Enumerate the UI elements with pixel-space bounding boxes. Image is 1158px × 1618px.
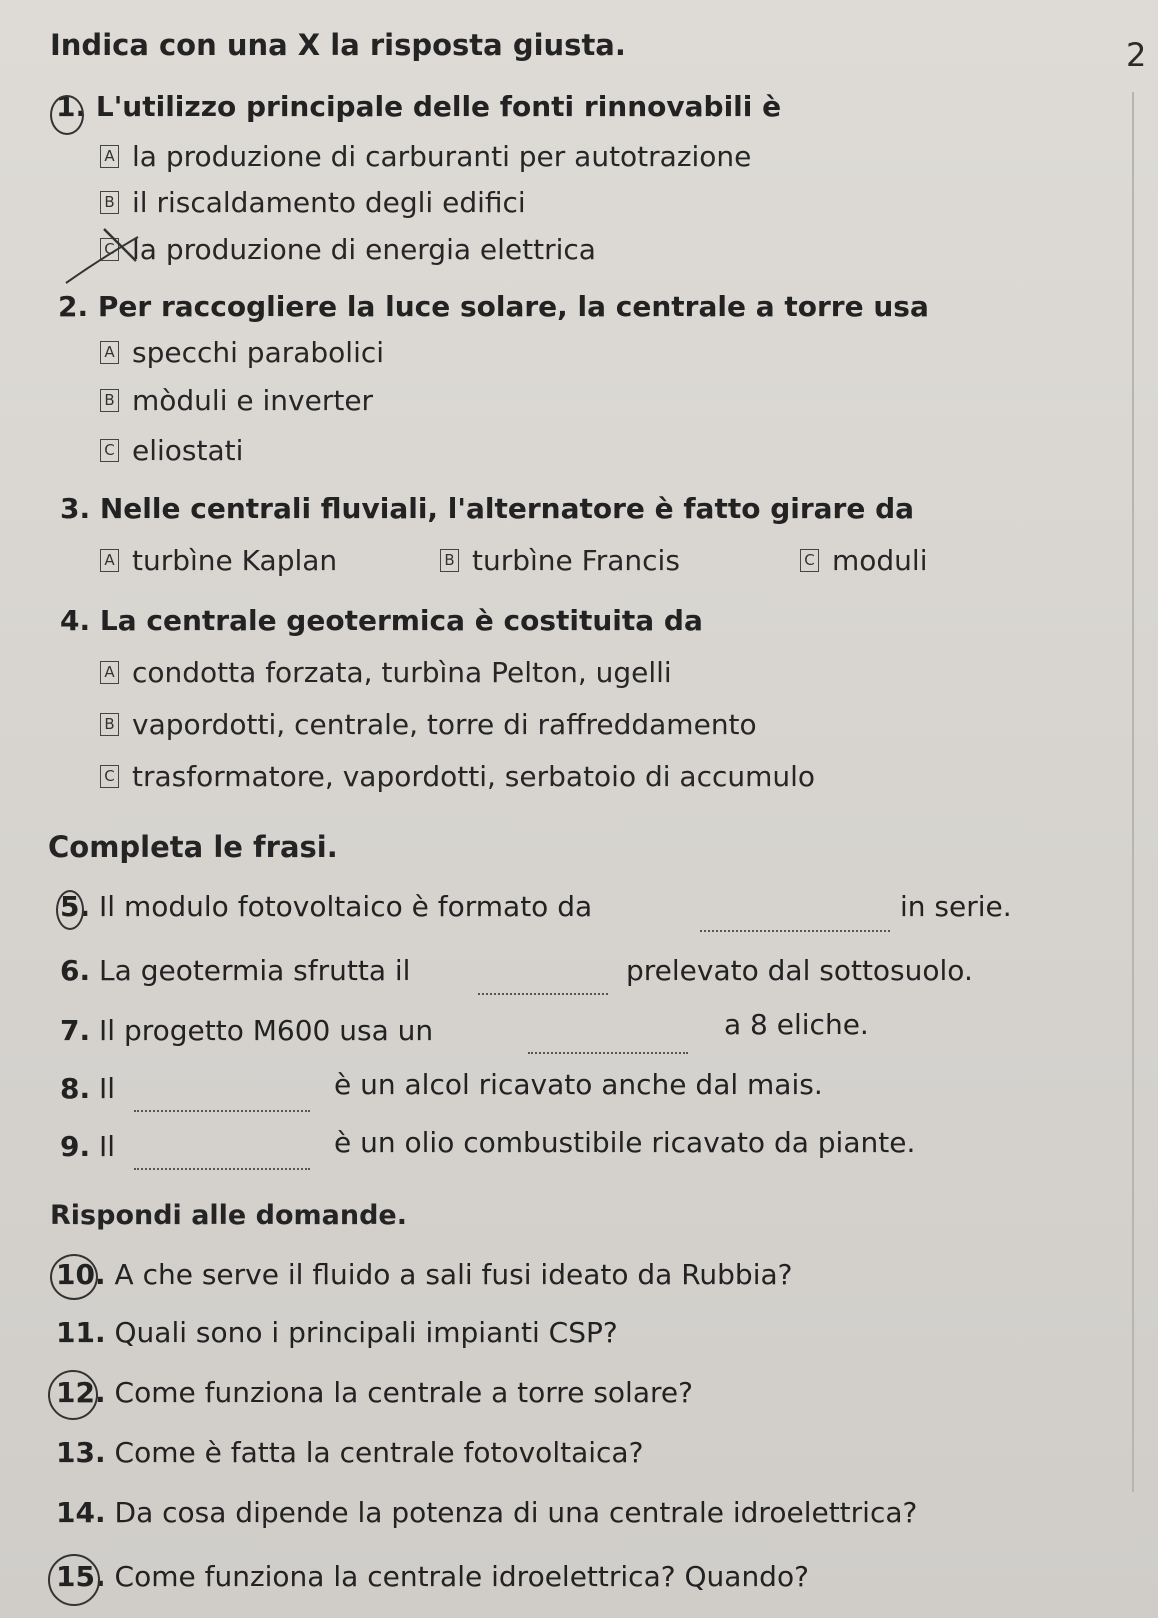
fill-blank-7[interactable] [528, 1052, 688, 1054]
question-text: Da cosa dipende la potenza di una centrale idroelettrica? [114, 1496, 918, 1529]
option-text: il riscaldamento degli edifici [132, 186, 526, 219]
question-text: Come è fatta la centrale fotovoltaica? [114, 1436, 644, 1469]
section2-title: Completa le frasi. [48, 830, 338, 864]
sentence-number: 6. [60, 954, 91, 987]
sentence-7-end: a 8 eliche. [724, 1008, 869, 1041]
question-text: A che serve il fluido a sali fusi ideato da Rubbia? [114, 1258, 793, 1291]
sentence-number: 8. [60, 1072, 91, 1105]
sentence-5-end: in serie. [900, 890, 1012, 923]
option-text: turbìne Francis [472, 544, 680, 577]
option-1a[interactable] [100, 140, 751, 173]
sentence-6-end: prelevato dal sottosuolo. [626, 954, 973, 987]
sentence-before: Il modulo fotovoltaico è formato da [99, 890, 593, 923]
question-text: Per raccogliere la luce solare, la centrale a torre usa [97, 290, 929, 323]
option-text: trasformatore, vapordotti, serbatoio di accumulo [132, 760, 816, 793]
fill-blank-9[interactable] [134, 1168, 310, 1170]
question-13 [56, 1436, 643, 1469]
sentence-before: Il [99, 1072, 116, 1105]
question-number: 3. [60, 492, 91, 525]
fill-blank-6[interactable] [478, 993, 608, 995]
option-1c[interactable] [100, 233, 596, 266]
question-number: 14. [56, 1496, 106, 1529]
fill-blank-8[interactable] [134, 1110, 310, 1112]
option-4a[interactable] [100, 656, 672, 689]
option-text: moduli [832, 544, 928, 577]
checkbox-b[interactable]: B [440, 549, 459, 572]
fill-blank-5[interactable] [700, 930, 890, 932]
option-text: turbìne Kaplan [132, 544, 338, 577]
option-text: la produzione di carburanti per autotrazione [132, 140, 752, 173]
checkbox-b[interactable]: B [100, 191, 119, 214]
option-4c[interactable] [100, 760, 815, 793]
sentence-number: 5. [60, 890, 91, 923]
question-2 [58, 290, 929, 323]
question-number: 11. [56, 1316, 106, 1349]
option-text: condotta forzata, turbìna Pelton, ugelli [132, 656, 672, 689]
checkbox-b[interactable]: B [100, 713, 119, 736]
question-11 [56, 1316, 618, 1349]
question-number: 10. [56, 1258, 106, 1291]
checkbox-c[interactable]: C [800, 549, 819, 572]
option-3c[interactable] [800, 544, 927, 577]
question-number: 2. [58, 290, 89, 323]
question-14 [56, 1496, 917, 1529]
question-text: L'utilizzo principale delle fonti rinnovabili è [95, 90, 782, 123]
question-number: 1. [56, 90, 87, 123]
sentence-number: 7. [60, 1014, 91, 1047]
question-text: Quali sono i principali impianti CSP? [114, 1316, 618, 1349]
sentence-9-end: è un olio combustibile ricavato da piante. [334, 1126, 916, 1159]
option-1b[interactable] [100, 186, 526, 219]
option-4b[interactable] [100, 708, 757, 741]
option-text: la produzione di energia elettrica [132, 233, 596, 266]
sentence-6-start [60, 954, 410, 987]
page-number: 2 [1126, 36, 1147, 74]
question-3 [60, 492, 914, 525]
option-text: mòduli e inverter [132, 384, 374, 417]
checkbox-a[interactable]: A [100, 145, 119, 168]
sentence-before: La geotermia sfrutta il [99, 954, 411, 987]
option-2b[interactable] [100, 384, 373, 417]
option-text: specchi parabolici [132, 336, 385, 369]
question-number: 12. [56, 1376, 106, 1409]
sentence-8-end: è un alcol ricavato anche dal mais. [334, 1068, 823, 1101]
margin-border [1132, 92, 1158, 1492]
option-2c[interactable] [100, 434, 243, 467]
checkbox-c[interactable]: C [100, 439, 119, 462]
sentence-5-start [60, 890, 592, 923]
question-text: Nelle centrali fluviali, l'alternatore è fatto girare da [99, 492, 915, 525]
checkbox-a[interactable]: A [100, 661, 119, 684]
question-text: Come funziona la centrale a torre solare? [114, 1376, 693, 1409]
checkbox-a[interactable]: A [100, 549, 119, 572]
question-text: Come funziona la centrale idroelettrica? Quando? [114, 1560, 809, 1593]
question-number: 15. [56, 1560, 106, 1593]
question-number: 13. [56, 1436, 106, 1469]
sentence-7-start [60, 1014, 433, 1047]
checkbox-c[interactable]: C [100, 765, 119, 788]
option-text: eliostati [132, 434, 244, 467]
section1-title: Indica con una X la risposta giusta. [50, 28, 626, 62]
question-1 [56, 90, 781, 123]
sentence-number: 9. [60, 1130, 91, 1163]
question-12 [56, 1376, 693, 1409]
option-3a[interactable] [100, 544, 337, 577]
option-3b[interactable] [440, 544, 680, 577]
checkbox-c[interactable]: C [100, 238, 119, 261]
checkbox-a[interactable]: A [100, 341, 119, 364]
option-2a[interactable] [100, 336, 384, 369]
question-10 [56, 1258, 793, 1291]
sentence-before: Il [99, 1130, 116, 1163]
question-number: 4. [60, 604, 91, 637]
question-15 [56, 1560, 809, 1593]
sentence-before: Il progetto M600 usa un [99, 1014, 434, 1047]
checkbox-b[interactable]: B [100, 389, 119, 412]
sentence-8-start [60, 1072, 115, 1105]
section3-title: Rispondi alle domande. [50, 1200, 407, 1231]
question-text: La centrale geotermica è costituita da [99, 604, 703, 637]
question-4 [60, 604, 703, 637]
sentence-9-start [60, 1130, 115, 1163]
option-text: vapordotti, centrale, torre di raffreddamento [132, 708, 757, 741]
